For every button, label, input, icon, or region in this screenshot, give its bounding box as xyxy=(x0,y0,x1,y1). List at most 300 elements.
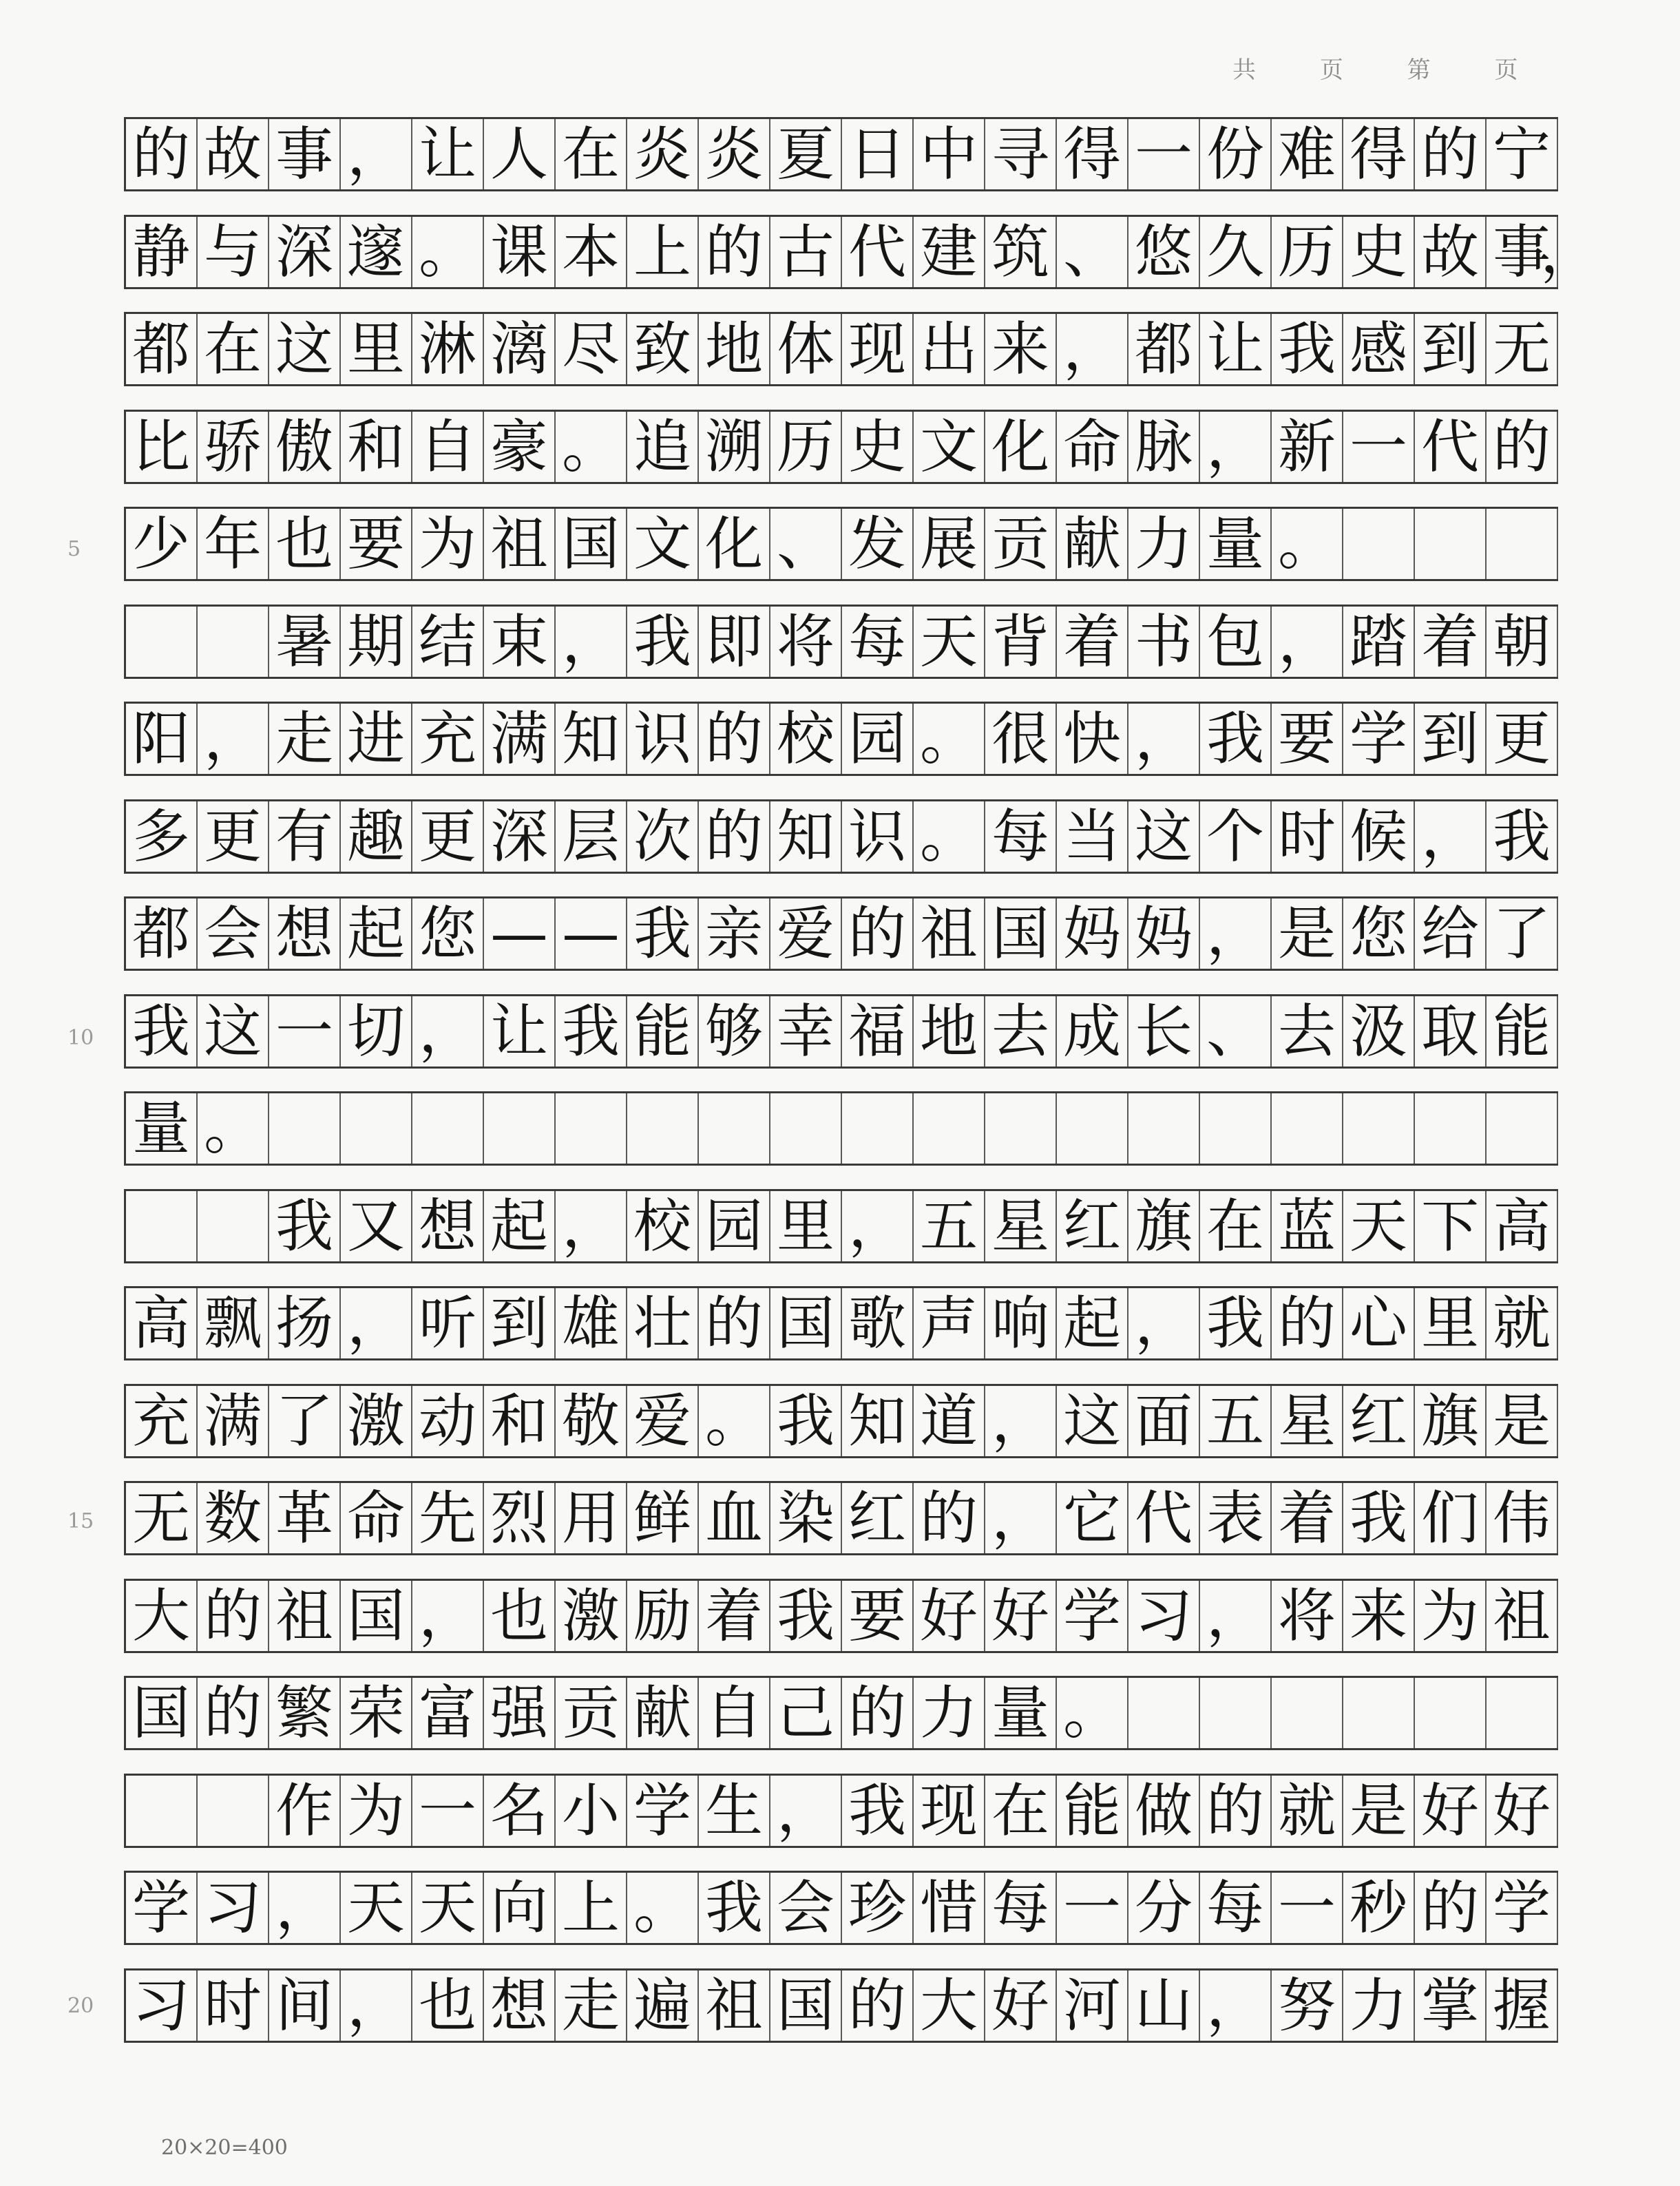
grid-cell: 校 xyxy=(627,1191,699,1261)
grid-cell: 力 xyxy=(1343,1970,1415,2041)
grid-cell: 想 xyxy=(412,1191,484,1261)
grid-cell xyxy=(198,1191,269,1261)
grid-cell: 悠 xyxy=(1128,217,1200,287)
grid-cell: 快 xyxy=(1057,704,1128,774)
grid-cell: 的 xyxy=(1200,1776,1272,1846)
grid-cell: 大 xyxy=(914,1970,985,2041)
grid-cell: 伟 xyxy=(1487,1483,1558,1553)
grid-cell: 课 xyxy=(484,217,556,287)
grid-cell: 学 xyxy=(1057,1581,1128,1651)
grid-cell: 我 xyxy=(1343,1483,1415,1553)
grid-cell: ， xyxy=(1272,607,1343,677)
grid-cell: — xyxy=(484,898,556,969)
grid-cell: 我 xyxy=(1200,1288,1272,1358)
grid-cell: 淋 xyxy=(412,314,484,384)
grid-cell xyxy=(627,1093,699,1164)
grid-cell: 和 xyxy=(341,412,412,482)
page-header xyxy=(1232,51,1522,85)
grid-cell xyxy=(914,1093,985,1164)
grid-cell: 红 xyxy=(1343,1386,1415,1456)
grid-cell: 蓝 xyxy=(1272,1191,1343,1261)
header-gong: 共 xyxy=(1232,56,1260,84)
grid-cell: 祖 xyxy=(914,898,985,969)
grid-cell: 致 xyxy=(627,314,699,384)
grid-cell: 的 xyxy=(699,217,770,287)
grid-cell: 起 xyxy=(341,898,412,969)
grid-cell: ， xyxy=(1128,704,1200,774)
grid-cell: 每 xyxy=(842,607,914,677)
grid-cell: 追 xyxy=(627,412,699,482)
grid-cell: 先 xyxy=(412,1483,484,1553)
grid-cell xyxy=(412,1093,484,1164)
grid-cell: 我 xyxy=(699,1873,770,1943)
grid-row xyxy=(124,1676,1558,1750)
grid-cell: 这 xyxy=(198,996,269,1066)
grid-cell: 时 xyxy=(1272,801,1343,872)
grid-cell: 走 xyxy=(556,1970,627,2041)
grid-cell xyxy=(1272,1678,1343,1748)
grid-cell: 旗 xyxy=(1415,1386,1487,1456)
grid-cell: 荣 xyxy=(341,1678,412,1748)
grid-cell: 漓 xyxy=(484,314,556,384)
grid-cell: 国 xyxy=(985,898,1057,969)
grid-cell: 献 xyxy=(1057,509,1128,579)
grid-cell: 响 xyxy=(985,1288,1057,1358)
grid-cell: ， xyxy=(842,1191,914,1261)
grid-cell: 的 xyxy=(198,1581,269,1651)
grid-cell: 烈 xyxy=(484,1483,556,1553)
grid-cell: 事 xyxy=(1487,217,1558,287)
grid-cell: 即 xyxy=(699,607,770,677)
grid-cell: 大 xyxy=(126,1581,198,1651)
grid-cell: 想 xyxy=(484,1970,556,2041)
grid-cell: 很 xyxy=(985,704,1057,774)
grid-cell: 让 xyxy=(412,119,484,189)
grid-cell xyxy=(1343,509,1415,579)
grid-cell: 是 xyxy=(1272,898,1343,969)
grid-cell: 我 xyxy=(556,996,627,1066)
grid-cell xyxy=(126,607,198,677)
grid-cell: 包 xyxy=(1200,607,1272,677)
grid-cell: 每 xyxy=(985,801,1057,872)
grid-cell: 天 xyxy=(341,1873,412,1943)
grid-cell: 无 xyxy=(1487,314,1558,384)
grid-cell: 激 xyxy=(341,1386,412,1456)
grid-cell: ， xyxy=(198,704,269,774)
grid-cell: 阳 xyxy=(126,704,198,774)
grid-cell xyxy=(1343,1678,1415,1748)
grid-cell: 的 xyxy=(914,1483,985,1553)
grid-cell: 期 xyxy=(341,607,412,677)
grid-cell xyxy=(985,1093,1057,1164)
grid-cell: 学 xyxy=(1487,1873,1558,1943)
grid-cell: 起 xyxy=(1057,1288,1128,1358)
grid-cell: 国 xyxy=(770,1970,842,2041)
grid-cell: 山 xyxy=(1128,1970,1200,2041)
grid-cell: ， xyxy=(1128,1288,1200,1358)
grid-cell: 新 xyxy=(1272,412,1343,482)
grid-cell: 您 xyxy=(412,898,484,969)
grid-cell: 壮 xyxy=(627,1288,699,1358)
grid-cell: 励 xyxy=(627,1581,699,1651)
grid-cell: 数 xyxy=(198,1483,269,1553)
grid-row xyxy=(124,896,1558,971)
grid-cell: 贡 xyxy=(556,1678,627,1748)
grid-cell: 量 xyxy=(985,1678,1057,1748)
grid-cell: 满 xyxy=(198,1386,269,1456)
grid-cell: 园 xyxy=(699,1191,770,1261)
grid-cell xyxy=(269,1093,341,1164)
line-number-10: 10 xyxy=(67,1026,94,1050)
grid-cell: 想 xyxy=(269,898,341,969)
grid-cell: 、 xyxy=(1200,996,1272,1066)
grid-cell: 朝 xyxy=(1487,607,1558,677)
grid-cell: 邃 xyxy=(341,217,412,287)
grid-cell: 暑 xyxy=(269,607,341,677)
grid-cell: 成 xyxy=(1057,996,1128,1066)
grid-cell: 好 xyxy=(914,1581,985,1651)
grid-cell: 来 xyxy=(1343,1581,1415,1651)
grid-cell: 与 xyxy=(198,217,269,287)
grid-cell: 会 xyxy=(770,1873,842,1943)
grid-cell xyxy=(126,1776,198,1846)
grid-cell: 天 xyxy=(412,1873,484,1943)
grid-cell: 深 xyxy=(269,217,341,287)
grid-cell xyxy=(556,1093,627,1164)
grid-cell xyxy=(1415,509,1487,579)
grid-cell xyxy=(198,607,269,677)
grid-cell: 在 xyxy=(198,314,269,384)
grid-cell xyxy=(1128,1678,1200,1748)
grid-cell: 候 xyxy=(1343,801,1415,872)
grid-cell: 炎 xyxy=(627,119,699,189)
grid-cell: 红 xyxy=(1057,1191,1128,1261)
grid-cell: 也 xyxy=(484,1581,556,1651)
grid-cell: 高 xyxy=(1487,1191,1558,1261)
grid-cell: 祖 xyxy=(699,1970,770,2041)
grid-cell: 每 xyxy=(985,1873,1057,1943)
grid-cell: 来 xyxy=(985,314,1057,384)
grid-cell: 天 xyxy=(914,607,985,677)
grid-cell xyxy=(198,1776,269,1846)
grid-cell: 的 xyxy=(842,898,914,969)
grid-cell xyxy=(1200,1678,1272,1748)
grid-cell: 识 xyxy=(842,801,914,872)
grid-cell: 的 xyxy=(842,1678,914,1748)
grid-cell: 的 xyxy=(1487,412,1558,482)
grid-cell: 校 xyxy=(770,704,842,774)
grid-cell: 面 xyxy=(1128,1386,1200,1456)
grid-cell: — xyxy=(556,898,627,969)
grid-cell: 的 xyxy=(699,801,770,872)
grid-cell: 幸 xyxy=(770,996,842,1066)
grid-cell xyxy=(699,1093,770,1164)
grid-cell: 起 xyxy=(484,1191,556,1261)
grid-cell: 文 xyxy=(627,509,699,579)
grid-cell: 也 xyxy=(412,1970,484,2041)
grid-cell: 人 xyxy=(484,119,556,189)
grid-cell: 的 xyxy=(699,704,770,774)
grid-cell: 史 xyxy=(1343,217,1415,287)
grid-cell: 向 xyxy=(484,1873,556,1943)
grid-cell: 。 xyxy=(914,704,985,774)
grid-cell: 我 xyxy=(269,1191,341,1261)
grid-cell: 一 xyxy=(412,1776,484,1846)
grid-cell: 着 xyxy=(1415,607,1487,677)
grid-cell: 国 xyxy=(556,509,627,579)
grid-cell: 、 xyxy=(770,509,842,579)
grid-cell: 能 xyxy=(1487,996,1558,1066)
grid-cell: 背 xyxy=(985,607,1057,677)
grid-cell: 道 xyxy=(914,1386,985,1456)
grid-cell: 声 xyxy=(914,1288,985,1358)
grid-cell: ， xyxy=(269,1873,341,1943)
grid-cell: 我 xyxy=(126,996,198,1066)
grid-cell xyxy=(1487,1093,1558,1164)
grid-cell: ， xyxy=(556,1191,627,1261)
grid-cell: 历 xyxy=(770,412,842,482)
grid-cell: 就 xyxy=(1272,1776,1343,1846)
grid-cell: 己 xyxy=(770,1678,842,1748)
grid-cell: 我 xyxy=(842,1776,914,1846)
grid-cell: 能 xyxy=(627,996,699,1066)
grid-cell: 的 xyxy=(1272,1288,1343,1358)
grid-cell: 名 xyxy=(484,1776,556,1846)
grid-cell: 历 xyxy=(1272,217,1343,287)
grid-cell: 体 xyxy=(770,314,842,384)
grid-cell: 动 xyxy=(412,1386,484,1456)
grid-cell: 知 xyxy=(770,801,842,872)
grid-cell: 遍 xyxy=(627,1970,699,2041)
grid-cell: 学 xyxy=(126,1873,198,1943)
grid-cell: 妈 xyxy=(1057,898,1128,969)
grid-cell: 国 xyxy=(770,1288,842,1358)
grid-cell: 本 xyxy=(556,217,627,287)
grid-cell: 到 xyxy=(1415,314,1487,384)
line-number-5: 5 xyxy=(67,537,81,561)
grid-cell: 我 xyxy=(1272,314,1343,384)
grid-cell: 量 xyxy=(1200,509,1272,579)
grid-cell: 史 xyxy=(842,412,914,482)
grid-cell: 出 xyxy=(914,314,985,384)
grid-cell: 够 xyxy=(699,996,770,1066)
grid-cell: 爱 xyxy=(627,1386,699,1456)
grid-cell: 将 xyxy=(770,607,842,677)
grid-cell: ， xyxy=(556,607,627,677)
grid-cell: 化 xyxy=(985,412,1057,482)
grid-cell: 革 xyxy=(269,1483,341,1553)
grid-cell: 静 xyxy=(126,217,198,287)
grid-cell: 代 xyxy=(842,217,914,287)
grid-cell: 努 xyxy=(1272,1970,1343,2041)
grid-cell: 满 xyxy=(484,704,556,774)
grid-cell: 的 xyxy=(699,1288,770,1358)
grid-cell: 高 xyxy=(126,1288,198,1358)
grid-cell: 时 xyxy=(198,1970,269,2041)
grid-cell: 福 xyxy=(842,996,914,1066)
grid-row xyxy=(124,507,1558,581)
grid-cell xyxy=(341,1093,412,1164)
grid-cell: 习 xyxy=(198,1873,269,1943)
grid-cell: 代 xyxy=(1128,1483,1200,1553)
grid-cell: ， xyxy=(341,119,412,189)
grid-cell: 为 xyxy=(1415,1581,1487,1651)
grid-cell: 命 xyxy=(1057,412,1128,482)
grid-cell: 我 xyxy=(770,1386,842,1456)
grid-cell: 汲 xyxy=(1343,996,1415,1066)
grid-cell: 发 xyxy=(842,509,914,579)
grid-cell: 尽 xyxy=(556,314,627,384)
grid-cell: 五 xyxy=(914,1191,985,1261)
grid-cell: 。 xyxy=(914,801,985,872)
grid-cell: 上 xyxy=(556,1873,627,1943)
grid-cell: 祖 xyxy=(484,509,556,579)
grid-cell: 建 xyxy=(914,217,985,287)
grid-cell: 到 xyxy=(1415,704,1487,774)
grid-cell: ， xyxy=(1200,1581,1272,1651)
grid-cell: 要 xyxy=(1272,704,1343,774)
grid-cell: 命 xyxy=(341,1483,412,1553)
grid-cell: 好 xyxy=(985,1970,1057,2041)
grid-row xyxy=(124,1091,1558,1166)
header-ye-2: 页 xyxy=(1494,56,1522,84)
grid-cell: 让 xyxy=(1200,314,1272,384)
grid-cell: 鲜 xyxy=(627,1483,699,1553)
grid-cell: 它 xyxy=(1057,1483,1128,1553)
grid-cell: ， xyxy=(985,1386,1057,1456)
grid-cell: 豪 xyxy=(484,412,556,482)
grid-cell: 无 xyxy=(126,1483,198,1553)
grid-cell xyxy=(1057,1093,1128,1164)
grid-row xyxy=(124,1871,1558,1945)
grid-cell: 惜 xyxy=(914,1873,985,1943)
grid-cell: 更 xyxy=(198,801,269,872)
grid-cell: ， xyxy=(412,1581,484,1651)
grid-cell xyxy=(1343,1093,1415,1164)
grid-cell: 我 xyxy=(770,1581,842,1651)
grid-cell: 日 xyxy=(842,119,914,189)
grid-cell: 间 xyxy=(269,1970,341,2041)
grid-cell: 在 xyxy=(1200,1191,1272,1261)
grid-cell: 踏 xyxy=(1343,607,1415,677)
grid-cell: 去 xyxy=(1272,996,1343,1066)
grid-cell: 脉 xyxy=(1128,412,1200,482)
grid-cell: 比 xyxy=(126,412,198,482)
grid-cell: 。 xyxy=(1272,509,1343,579)
grid-cell: 。 xyxy=(627,1873,699,1943)
grid-cell: 好 xyxy=(985,1581,1057,1651)
grid-cell: 结 xyxy=(412,607,484,677)
grid-cell: 取 xyxy=(1415,996,1487,1066)
grid-cell: 中 xyxy=(914,119,985,189)
grid-cell: 当 xyxy=(1057,801,1128,872)
grid-cell: 在 xyxy=(556,119,627,189)
grid-cell: 给 xyxy=(1415,898,1487,969)
grid-cell: 习 xyxy=(1128,1581,1200,1651)
grid-cell: 们 xyxy=(1415,1483,1487,1553)
grid-cell: 文 xyxy=(914,412,985,482)
grid-cell: 歌 xyxy=(842,1288,914,1358)
grid-cell: 充 xyxy=(412,704,484,774)
grid-cell: 我 xyxy=(627,607,699,677)
grid-cell: 国 xyxy=(126,1678,198,1748)
grid-cell: 让 xyxy=(484,996,556,1066)
grid-cell: 傲 xyxy=(269,412,341,482)
grid-cell: 溯 xyxy=(699,412,770,482)
grid-cell: 地 xyxy=(914,996,985,1066)
grid-cell: 亲 xyxy=(699,898,770,969)
grid-cell: ， xyxy=(770,1776,842,1846)
grid-cell: 听 xyxy=(412,1288,484,1358)
grid-cell: ， xyxy=(1200,898,1272,969)
grid-cell: 的 xyxy=(1415,1873,1487,1943)
grid-cell: 了 xyxy=(1487,898,1558,969)
grid-row xyxy=(124,1286,1558,1360)
grid-cell: 雄 xyxy=(556,1288,627,1358)
grid-cell: 繁 xyxy=(269,1678,341,1748)
grid-cell: 得 xyxy=(1343,119,1415,189)
grid-cell xyxy=(1415,1678,1487,1748)
grid-cell: 掌 xyxy=(1415,1970,1487,2041)
grid-cell: 筑 xyxy=(985,217,1057,287)
grid-row xyxy=(124,994,1558,1069)
grid-cell: 现 xyxy=(842,314,914,384)
grid-cell: 是 xyxy=(1343,1776,1415,1846)
header-ye: 页 xyxy=(1319,56,1347,84)
grid-cell: 将 xyxy=(1272,1581,1343,1651)
grid-cell: 染 xyxy=(770,1483,842,1553)
grid-cell: 故 xyxy=(198,119,269,189)
grid-cell: 国 xyxy=(341,1581,412,1651)
grid-cell: 走 xyxy=(269,704,341,774)
grid-row xyxy=(124,1774,1558,1848)
grid-cell: 更 xyxy=(412,801,484,872)
grid-cell: 自 xyxy=(412,412,484,482)
grid-cell: ， xyxy=(1415,801,1487,872)
grid-cell: 珍 xyxy=(842,1873,914,1943)
grid-row xyxy=(124,215,1599,289)
grid-cell: 妈 xyxy=(1128,898,1200,969)
grid-cell: 宁 xyxy=(1487,119,1558,189)
grid-cell: 一 xyxy=(269,996,341,1066)
grid-cell: 祖 xyxy=(1487,1581,1558,1651)
grid-cell: 束 xyxy=(484,607,556,677)
grid-cell xyxy=(770,1093,842,1164)
grid-cell: 故 xyxy=(1415,217,1487,287)
grid-cell: 祖 xyxy=(269,1581,341,1651)
grid-cell: 会 xyxy=(198,898,269,969)
grid-cell: 旗 xyxy=(1128,1191,1200,1261)
grid-cell: 展 xyxy=(914,509,985,579)
grid-cell: 做 xyxy=(1128,1776,1200,1846)
grid-cell: 地 xyxy=(699,314,770,384)
grid-cell: 里 xyxy=(341,314,412,384)
grid-row xyxy=(124,312,1558,386)
grid-row xyxy=(124,410,1558,484)
grid-cell: 知 xyxy=(842,1386,914,1456)
grid-cell: 学 xyxy=(1343,704,1415,774)
grid-cell: 好 xyxy=(1487,1776,1558,1846)
grid-cell: 习 xyxy=(126,1970,198,2041)
grid-cell xyxy=(1200,1093,1272,1164)
grid-cell xyxy=(484,1093,556,1164)
grid-cell: 趣 xyxy=(341,801,412,872)
grid-cell: 的 xyxy=(126,119,198,189)
grid-cell: 表 xyxy=(1200,1483,1272,1553)
grid-cell: 献 xyxy=(627,1678,699,1748)
line-number-20: 20 xyxy=(67,1994,94,2018)
grid-cell: ， xyxy=(985,1483,1057,1553)
